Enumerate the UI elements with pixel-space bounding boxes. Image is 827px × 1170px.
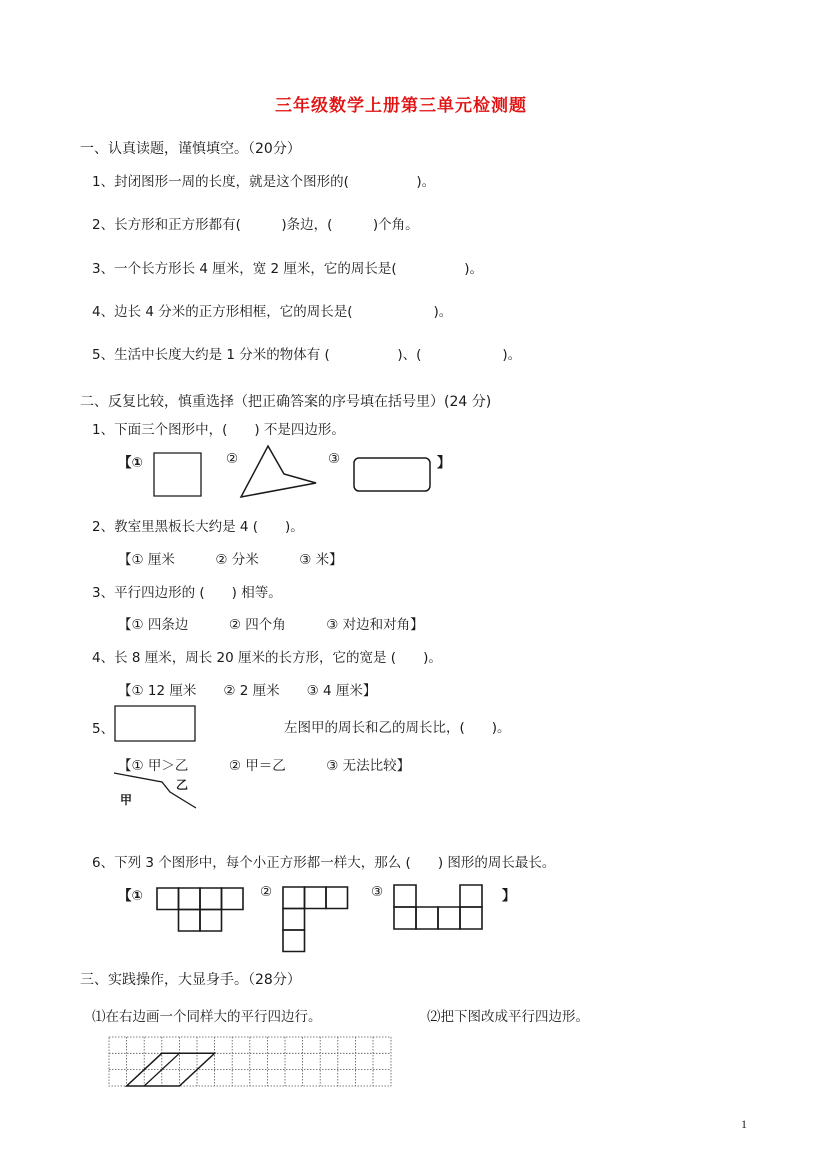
s2-q6-option-3-mark: ③	[371, 884, 384, 900]
dotted-grid-with-parallelogram	[108, 1036, 394, 1088]
q6-figure-1-grid	[156, 887, 246, 933]
section1-heading: 一、认真读题，谨慎填空。（20分）	[80, 141, 301, 157]
s2-question-6: 6、下列 3 个图形中，每个小正方形都一样大，那么 ( ) 图形的周长最长。	[92, 855, 556, 871]
s2-question-5-text: 左图甲的周长和乙的周长比，( )。	[284, 720, 511, 736]
s2-q6-bracket-close: 】	[502, 888, 516, 904]
s1-question-5: 5、生活中长度大约是 1 分米的物体有 ( )、( )。	[92, 347, 522, 363]
q5-label-jia: 甲	[120, 793, 133, 807]
s2-q4-options: 【① 12 厘米 ② 2 厘米 ③ 4 厘米】	[118, 683, 377, 699]
s1-question-3: 3、一个长方形长 4 厘米，宽 2 厘米，它的周长是( )。	[92, 261, 483, 277]
page-title: 三年级数学上册第三单元检测题	[275, 96, 527, 116]
s1-question-4: 4、边长 4 分米的正方形相框，它的周长是( )。	[92, 304, 453, 320]
rounded-rectangle-shape	[353, 457, 433, 494]
section3-heading: 三、实践操作，大显身手。（28分）	[80, 972, 301, 988]
s2-q1-option-1-mark: 【①	[118, 455, 143, 471]
s3-part-2: ⑵把下图改成平行四边形。	[427, 1009, 589, 1025]
s2-q2-options: 【① 厘米 ② 分米 ③ 米】	[118, 552, 343, 568]
section2-heading: 二、反复比较，慎重选择（把正确答案的序号填在括号里）(24 分)	[80, 394, 492, 410]
q5-label-yi: 乙	[176, 778, 189, 792]
s2-q6-option-1-mark: 【①	[118, 888, 143, 904]
s2-q3-options: 【① 四条边 ② 四个角 ③ 对边和对角】	[118, 617, 424, 633]
s2-question-2: 2、教室里黑板长大约是 4 ( )。	[92, 519, 304, 535]
q6-figure-3-grid	[393, 884, 487, 932]
s2-question-3: 3、平行四边形的 ( ) 相等。	[92, 585, 282, 601]
s2-q1-option-2-mark: ②	[226, 451, 239, 467]
page-number: 1	[741, 1117, 747, 1131]
s2-q1-bracket-close: 】	[437, 455, 451, 471]
s2-question-4: 4、长 8 厘米，周长 20 厘米的长方形，它的宽是 ( )。	[92, 650, 442, 666]
s2-q5-options: 【① 甲＞乙 ② 甲＝乙 ③ 无法比较】	[118, 758, 411, 774]
concave-quadrilateral-shape	[238, 444, 320, 500]
s1-question-2: 2、长方形和正方形都有( )条边，( )个角。	[92, 217, 419, 233]
square-shape	[153, 452, 203, 498]
s2-question-5-number: 5、	[92, 721, 115, 737]
s2-q1-option-3-mark: ③	[328, 451, 341, 467]
s2-q6-option-2-mark: ②	[260, 884, 273, 900]
s2-question-1: 1、下面三个图形中，( ) 不是四边形。	[92, 422, 345, 438]
s1-question-1: 1、封闭图形一周的长度，就是这个图形的( )。	[92, 174, 436, 190]
q5-rectangle-shape	[114, 705, 198, 743]
s3-part-1: ⑴在右边画一个同样大的平行四边行。	[92, 1009, 322, 1025]
q6-figure-2-grid	[282, 886, 354, 954]
